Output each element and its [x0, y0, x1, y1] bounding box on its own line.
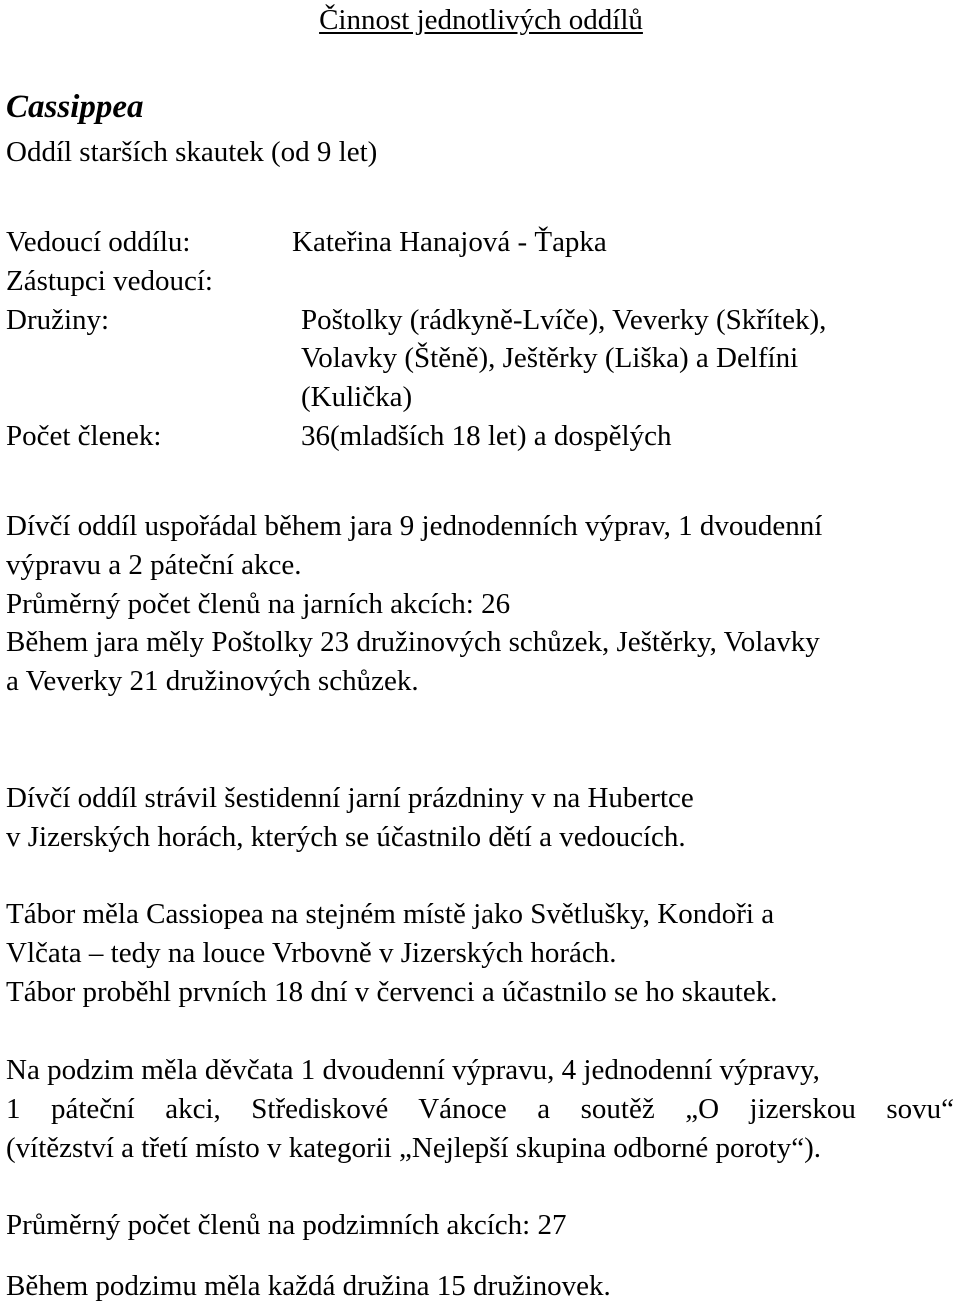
deputies-label: Zástupci vedoucí: — [6, 265, 213, 297]
troop-name: Cassippea — [6, 89, 144, 125]
page-title — [0, 6, 960, 35]
autumn-paragraph-line-2: 1 páteční akci, Střediskové Vánoce a soutěž „O jizerskou sovu“ — [6, 1093, 954, 1125]
spring-average-members: Průměrný počet členů na jarních akcích: 26 — [6, 588, 511, 620]
leader-value: Kateřina Hanajová - Ťapka — [292, 226, 607, 258]
patrols-value-line-2: Volavky (Štěně), Ještěrky (Liška) a Delfíni — [301, 342, 799, 374]
holiday-paragraph-line-2: v Jizerských horách, kterých se účastnilo dětí a vedoucích. — [6, 821, 686, 853]
autumn-paragraph-line-1: Na podzim měla děvčata 1 dvoudenní výpravu, 4 jednodenní výpravy, — [6, 1054, 820, 1086]
camp-paragraph-line-2: Vlčata – tedy na louce Vrbovně v Jizerských horách. — [6, 937, 617, 969]
spring-paragraph-line-2: výpravu a 2 páteční akce. — [6, 549, 302, 581]
patrols-label: Družiny: — [6, 304, 110, 336]
members-value: 36(mladších 18 let) a dospělých — [301, 420, 672, 452]
troop-subtitle: Oddíl starších skautek (od 9 let) — [6, 136, 378, 168]
patrols-value-line-1: Poštolky (rádkyně-Lvíče), Veverky (Skřítek), — [301, 304, 827, 336]
autumn-paragraph-line-3: (vítězství a třetí místo v kategorii „Nejlepší skupina odborné poroty“). — [6, 1132, 822, 1164]
spring-meetings-line-2: a Veverky 21 družinových schůzek. — [6, 665, 419, 697]
leader-label: Vedoucí oddílu: — [6, 226, 191, 258]
camp-paragraph-line-3: Tábor proběhl prvních 18 dní v červenci a účastnilo se ho skautek. — [6, 976, 778, 1008]
camp-paragraph-line-1: Tábor měla Cassiopea na stejném místě jako Světlušky, Kondoři a — [6, 898, 775, 930]
spring-paragraph-line-1: Dívčí oddíl uspořádal během jara 9 jednodenních výprav, 1 dvoudenní — [6, 510, 823, 542]
spring-meetings-line-1: Během jara měly Poštolky 23 družinových schůzek, Ještěrky, Volavky — [6, 626, 820, 658]
members-label: Počet členek: — [6, 420, 162, 452]
autumn-average-members: Průměrný počet členů na podzimních akcích: 27 — [6, 1209, 567, 1241]
page-title-text: Činnost jednotlivých oddílů — [319, 4, 643, 36]
autumn-patrol-meetings: Během podzimu měla každá družina 15 družinovek. — [6, 1270, 611, 1302]
patrols-value-line-3: (Kulička) — [301, 381, 413, 413]
holiday-paragraph-line-1: Dívčí oddíl strávil šestidenní jarní prázdniny v na Hubertce — [6, 782, 694, 814]
